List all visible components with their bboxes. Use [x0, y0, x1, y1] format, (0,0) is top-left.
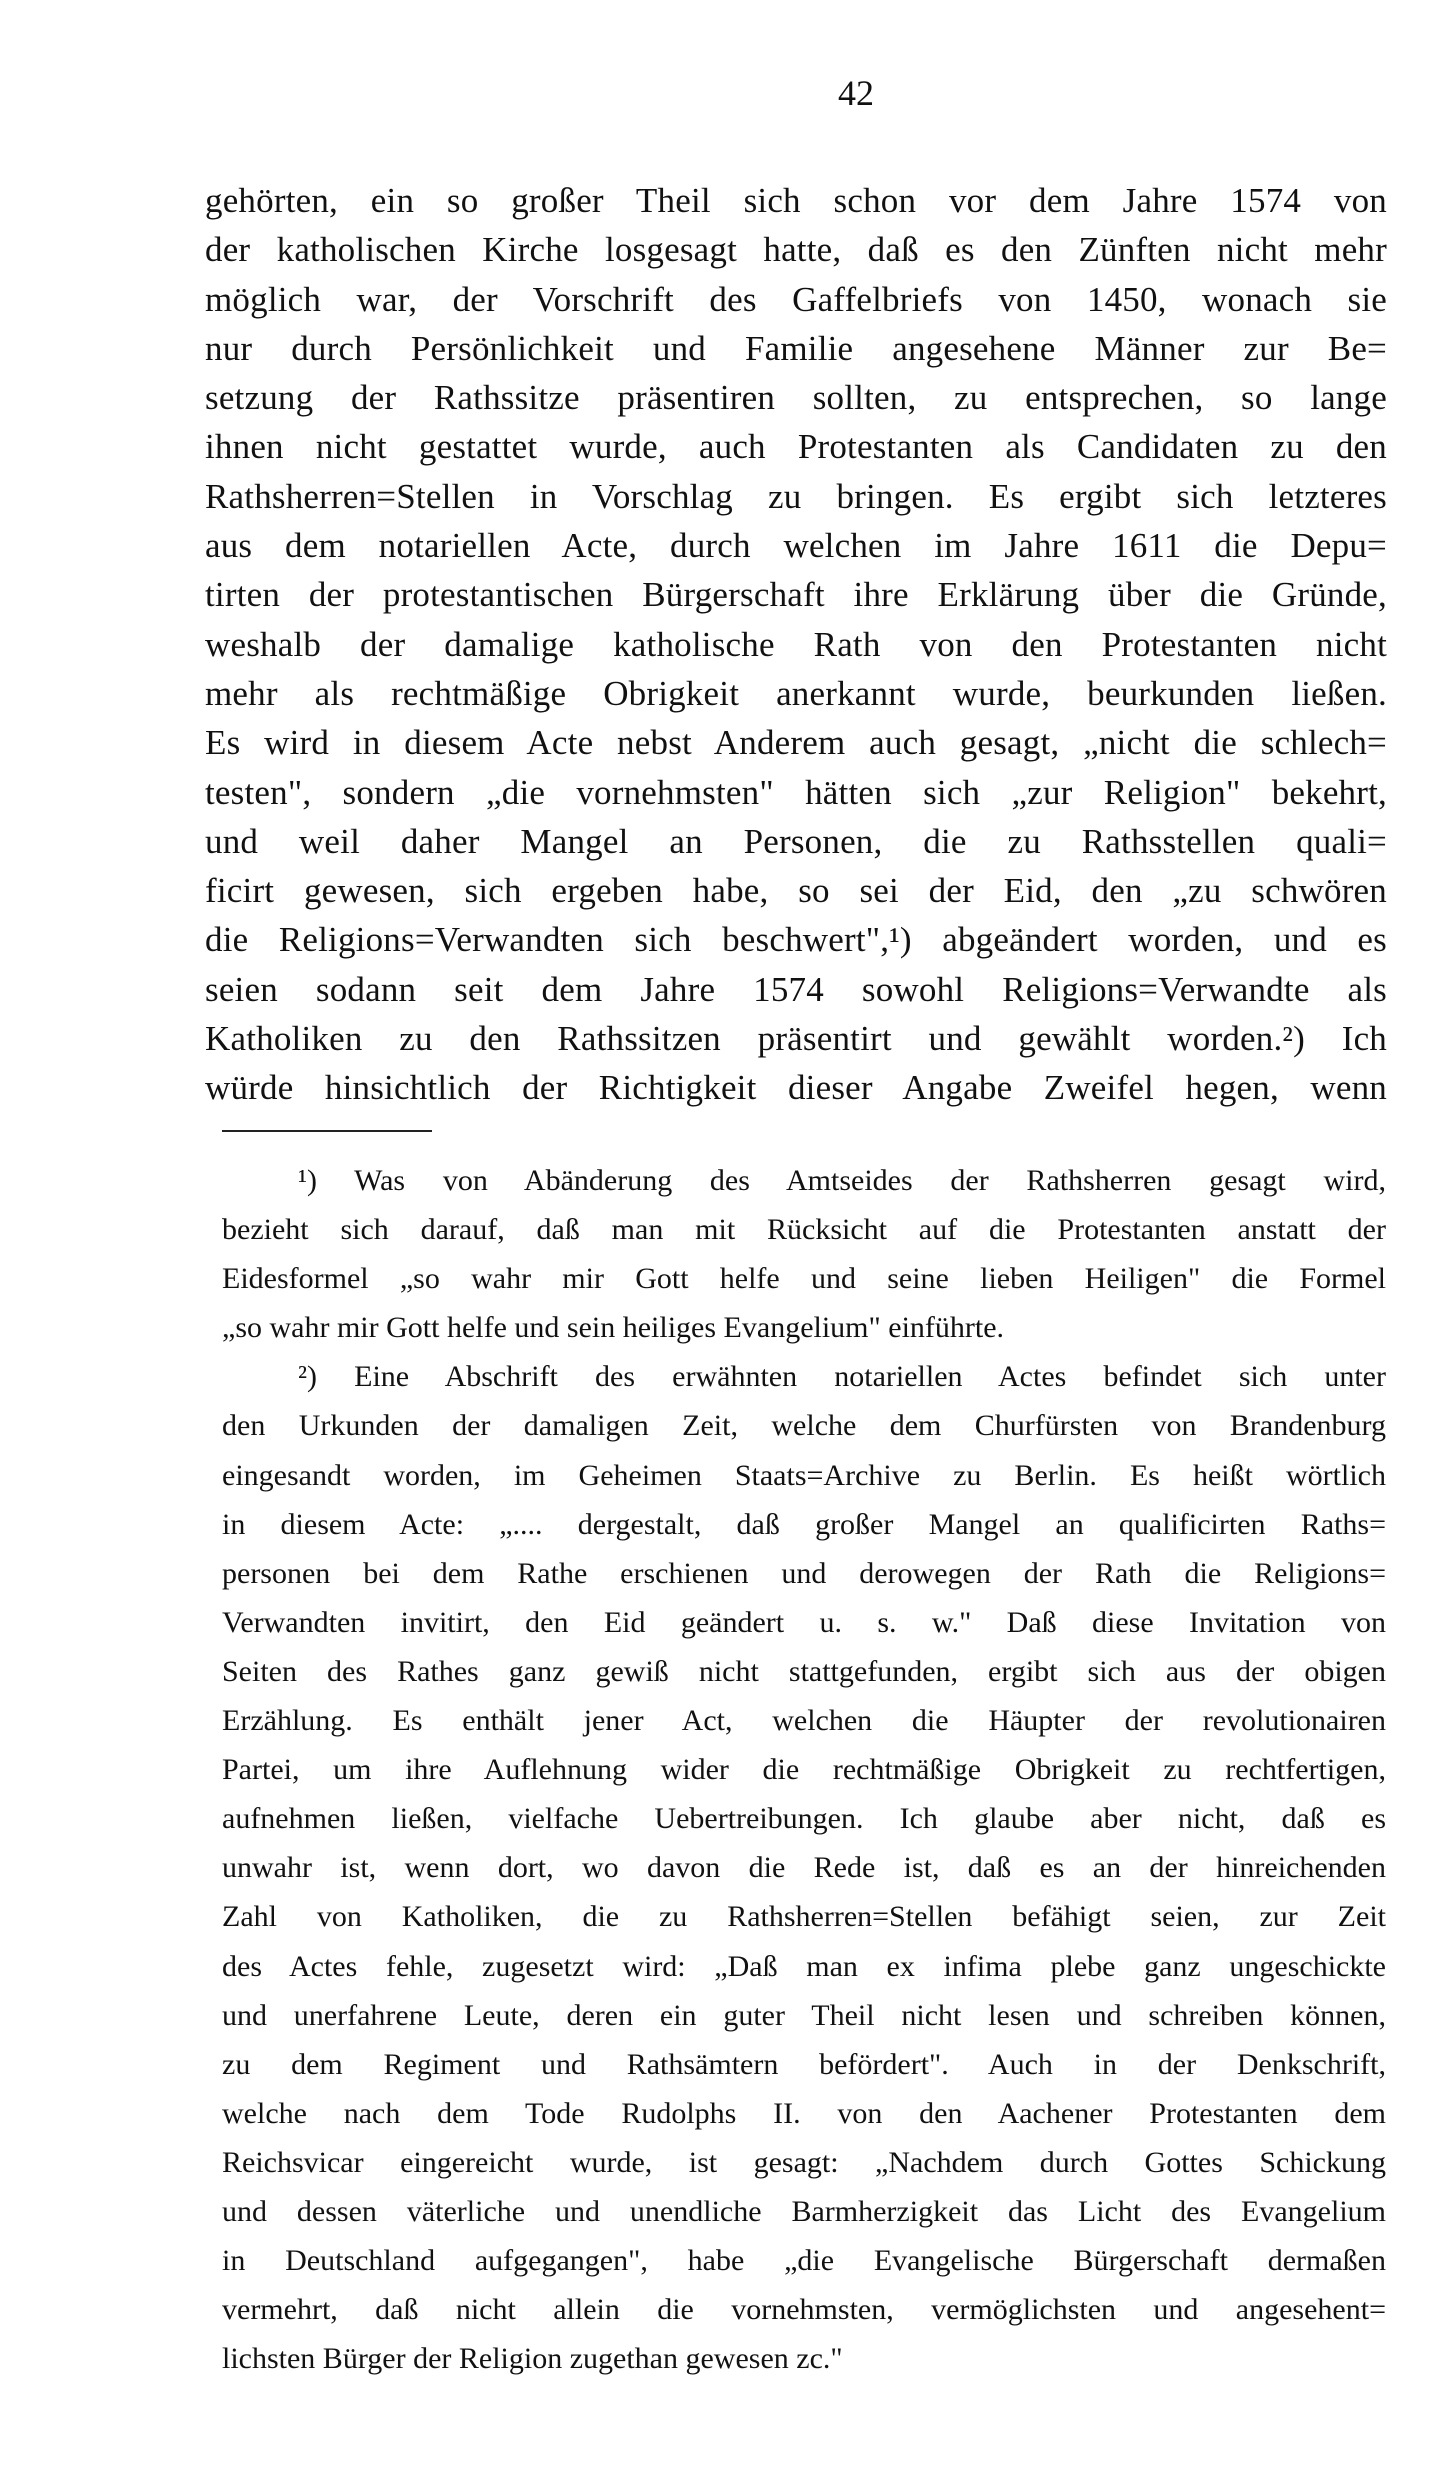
footnote-line: Partei, um ihre Auflehnung wider die rechtmäßige Obrigkeit zu rechtfertigen,	[222, 1753, 1386, 1787]
footnote-line: eingesandt worden, im Geheimen Staats=Archive zu Berlin. Es heißt wörtlich	[222, 1458, 1386, 1492]
body-line: seien sodann seit dem Jahre 1574 sowohl Religions=Verwandte als	[205, 969, 1387, 1009]
body-line: ihnen nicht gestattet wurde, auch Protestanten als Candidaten zu den	[205, 427, 1387, 467]
footnote-line: ²) Eine Abschrift des erwähnten notariellen Actes befindet sich unter	[298, 1360, 1386, 1394]
footnote-line: vermehrt, daß nicht allein die vornehmsten, vermöglichsten und angesehent=	[222, 2293, 1386, 2327]
footnote-line: personen bei dem Rathe erschienen und derowegen der Rath die Religions=	[222, 1556, 1386, 1590]
body-line: aus dem notariellen Acte, durch welchen im Jahre 1611 die Depu=	[205, 526, 1387, 566]
body-line: weshalb der damalige katholische Rath von den Protestanten nicht	[205, 624, 1387, 664]
footnote-line: welche nach dem Tode Rudolphs II. von den Aachener Protestanten dem	[222, 2096, 1386, 2130]
body-line: ficirt gewesen, sich ergeben habe, so sei der Eid, den „zu schwören	[205, 871, 1387, 911]
body-line: gehörten, ein so großer Theil sich schon vor dem Jahre 1574 von	[205, 181, 1387, 220]
footnote-line: Verwandten invitirt, den Eid geändert u. s. w." Daß diese Invitation von	[222, 1605, 1386, 1639]
body-line: setzung der Rathssitze präsentiren sollten, zu entsprechen, so lange	[205, 378, 1387, 418]
footnote-line: den Urkunden der damaligen Zeit, welche dem Churfürsten von Brandenburg	[222, 1409, 1386, 1443]
footnote-line: unwahr ist, wenn dort, wo davon die Rede ist, daß es an der hinreichenden	[222, 1851, 1386, 1885]
footnote-line: Reichsvicar eingereicht wurde, ist gesagt: „Nachdem durch Gottes Schickung	[222, 2145, 1386, 2179]
footnote-line: Eidesformel „so wahr mir Gott helfe und seine lieben Heiligen" die Formel	[222, 1262, 1386, 1296]
body-line: tirten der protestantischen Bürgerschaft ihre Erklärung über die Gründe,	[205, 575, 1387, 615]
body-line: nur durch Persönlichkeit und Familie angesehene Männer zur Be=	[205, 328, 1387, 368]
body-text	[205, 176, 1387, 1113]
footnote-line: des Actes fehle, zugesetzt wird: „Daß man ex infima plebe ganz ungeschickte	[222, 1949, 1386, 1983]
footnote-line: und dessen väterliche und unendliche Barmherzigkeit das Licht des Evangelium	[222, 2194, 1386, 2228]
footnote-2	[222, 1352, 1386, 2383]
page-number: 42	[838, 73, 874, 113]
footnote-line: in Deutschland aufgegangen", habe „die Evangelische Bürgerschaft dermaßen	[222, 2244, 1386, 2278]
body-line: die Religions=Verwandten sich beschwert",¹) abgeändert worden, und es	[205, 920, 1387, 960]
body-line: würde hinsichtlich der Richtigkeit dieser Angabe Zweifel hegen, wenn	[205, 1068, 1387, 1108]
footnotes	[222, 1156, 1386, 2383]
footnote-line: lichsten Bürger der Religion zugethan gewesen zc."	[222, 2342, 843, 2376]
footnote-line: Seiten des Rathes ganz gewiß nicht stattgefunden, ergibt sich aus der obigen	[222, 1654, 1386, 1688]
footnote-line: und unerfahrene Leute, deren ein guter Theil nicht lesen und schreiben können,	[222, 1998, 1386, 2032]
footnote-line: Erzählung. Es enthält jener Act, welchen die Häupter der revolutionairen	[222, 1704, 1386, 1738]
footnote-1	[222, 1156, 1386, 1352]
body-line: Es wird in diesem Acte nebst Anderem auch gesagt, „nicht die schlech=	[205, 723, 1387, 763]
footnote-line: Zahl von Katholiken, die zu Rathsherren=Stellen befähigt seien, zur Zeit	[222, 1900, 1386, 1934]
body-line: Katholiken zu den Rathssitzen präsentirt und gewählt worden.²) Ich	[205, 1019, 1387, 1059]
footnote-line: zu dem Regiment und Rathsämtern befördert". Auch in der Denkschrift,	[222, 2047, 1386, 2081]
body-line: der katholischen Kirche losgesagt hatte, daß es den Zünften nicht mehr	[205, 230, 1387, 270]
footnote-line: ¹) Was von Abänderung des Amtseides der Rathsherren gesagt wird,	[298, 1164, 1386, 1197]
footnote-line: aufnehmen ließen, vielfache Uebertreibungen. Ich glaube aber nicht, daß es	[222, 1802, 1386, 1836]
footnote-line: „so wahr mir Gott helfe und sein heiliges Evangelium" einführte.	[222, 1311, 1005, 1345]
body-line: mehr als rechtmäßige Obrigkeit anerkannt wurde, beurkunden ließen.	[205, 673, 1387, 713]
body-line: möglich war, der Vorschrift des Gaffelbriefs von 1450, wonach sie	[205, 279, 1387, 319]
body-line: und weil daher Mangel an Personen, die zu Rathsstellen quali=	[205, 821, 1387, 861]
footnote-line: in diesem Acte: „.... dergestalt, daß großer Mangel an qualificirten Raths=	[222, 1507, 1386, 1541]
footnote-line: bezieht sich darauf, daß man mit Rücksicht auf die Protestanten anstatt der	[222, 1213, 1386, 1247]
body-line: testen", sondern „die vornehmsten" hätten sich „zur Religion" bekehrt,	[205, 772, 1387, 812]
footnote-divider	[222, 1130, 432, 1132]
body-line: Rathsherren=Stellen in Vorschlag zu bringen. Es ergibt sich letzteres	[205, 476, 1387, 516]
